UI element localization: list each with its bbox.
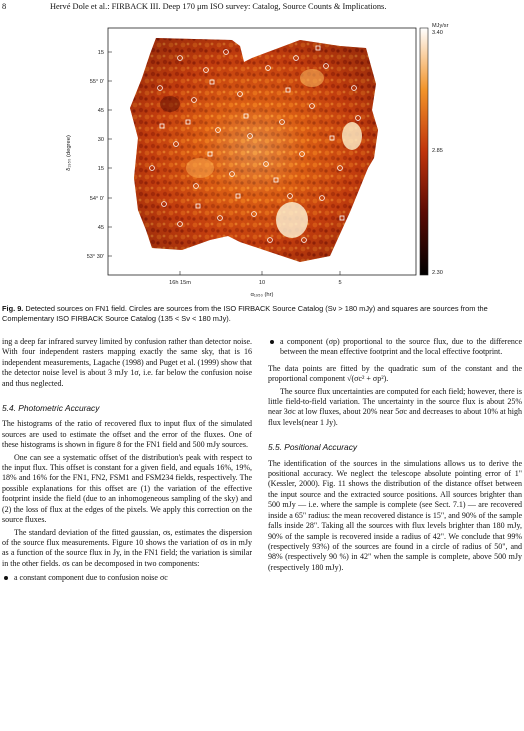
page-number: 8 bbox=[2, 2, 7, 11]
paragraph: The data points are fitted by the quadratic sum of the constant and the proportional component √(σc² + σp²). bbox=[268, 363, 522, 384]
figure-fn1-map bbox=[0, 18, 524, 300]
paragraph: The histograms of the ratio of recovered flux to input flux of the simulated sources are used to estimate the offset and the error of the fluxes. One of these histograms is shown in figure 8 for the FN1 field and 500 mJy sources. bbox=[2, 419, 252, 450]
paragraph: The source flux uncertainties are computed for each field; however, there is little field-to-field variation. The uncertainty in the source flux is about 25% near 3σc at low fluxes, about 20% near 5σc and decreases to about 10% at high flux levels(near 1 Jy). bbox=[268, 386, 522, 427]
colorbar-tick: 2.30 bbox=[432, 270, 443, 276]
colorbar-tick: 2.85 bbox=[432, 148, 443, 154]
section-heading-positional-accuracy: 5.5. Positional Accuracy bbox=[268, 442, 358, 453]
fn1-map-svg bbox=[0, 18, 524, 300]
paragraph: ing a deep far infrared survey limited by confusion rather than detector noise. With four independent rasters mapping exactly the same sky, that is 16 independent measurements, Lagache (1998) and Puget et al. (1999) show that the detector noise level is about 3 mJy 1σ, i.e. far below the confusion noise and thus neglected. bbox=[2, 337, 252, 388]
y-tick-label: 55° 0' bbox=[89, 79, 104, 85]
bullet-item: a constant component due to confusion noise σc bbox=[2, 573, 252, 583]
caption-text: Detected sources on FN1 field. Circles are sources from the ISO FIRBACK Source Catalog (Sν > 180 mJy) and squares are sources from the Complementary ISO FIRBACK Source Catalog (135 < Sν < 180 mJy). bbox=[2, 304, 488, 323]
section-heading-photometric-accuracy: 5.4. Photometric Accuracy bbox=[2, 403, 100, 414]
x-tick-label: 5 bbox=[338, 280, 342, 286]
y-tick-label: 15 bbox=[97, 50, 104, 56]
bullet-item: a component (σp) proportional to the source flux, due to the difference between the mean effective footprint and the local effective footprint. bbox=[268, 337, 522, 358]
x-tick-label: 10 bbox=[258, 280, 266, 286]
paragraph: The identification of the sources in the simulations allows us to derive the positional accuracy. We neglect the telescope absolute pointing error of 1" (Kessler, 2000). Fig. 11 shows the distribution of the distance offset between the input source and the extracted source positions. All sources brighter than 500 mJy — i.e. where the sample is complete (see Sect. 7.1) — are recovered inside a 65" radius: the mean recovered distance is 15", and 90% of the sample falls inside 28". Taking all the sources with flux levels brighter than 180 mJy, 90% of the sample is recovered inside a radius of 42". We conclude that 99% (respectively 93%) of the sources are found in a circle of radius of 50", and 98% (respectively 90 %) in 42" when the sample is complete, above 500 mJy (respectively 180 mJy). bbox=[268, 458, 522, 572]
colorbar-tick: 3.40 bbox=[432, 30, 443, 36]
x-tick-label: 16h 15m bbox=[169, 280, 191, 286]
right-column bbox=[268, 337, 522, 573]
y-tick-label: 45 bbox=[97, 108, 104, 114]
colorbar bbox=[420, 28, 428, 275]
left-column bbox=[2, 337, 252, 584]
y-axis-label: δ₁₉₅₀ (degree) bbox=[66, 135, 72, 171]
caption-label: Fig. 9. bbox=[2, 304, 24, 313]
y-tick-label: 54° 0' bbox=[89, 196, 104, 202]
y-tick-label: 30 bbox=[97, 137, 104, 143]
y-tick-label: 45 bbox=[97, 225, 104, 231]
y-tick-label: 53° 30' bbox=[86, 254, 104, 260]
paragraph: One can see a systematic offset of the distribution's peak with respect to the input flux. This offset is constant for a given field, and equals 16%, 19%, 18% and 16% for the FN1, FN2, FSM1 and FSM234 fields, respectively. The possible explanations for this offset are (1) the variation of the effective footprint inside the field (due to an inhomogeneous sampling of the sky) and (2) the loss of flux at the edges of the pixels. We apply this correction on the source fluxes. bbox=[2, 452, 252, 525]
x-axis-label: α₁₉₅₀ (hr) bbox=[250, 292, 274, 298]
y-tick-label: 15 bbox=[97, 166, 104, 172]
colorbar-unit: MJy/sr bbox=[432, 23, 449, 29]
running-title: Hervé Dole et al.: FIRBACK III. Deep 170 μm ISO survey: Catalog, Source Counts & Implications. bbox=[50, 2, 387, 11]
figure-caption bbox=[2, 304, 522, 324]
paragraph: The standard deviation of the fitted gaussian, σs, estimates the dispersion of the source flux measurements. Figure 10 shows the variation of σs in mJy as a function of the source flux in Jy, in the FN1 field; the variation is similar in the other fields. σs can be decomposed in two components: bbox=[2, 527, 252, 568]
